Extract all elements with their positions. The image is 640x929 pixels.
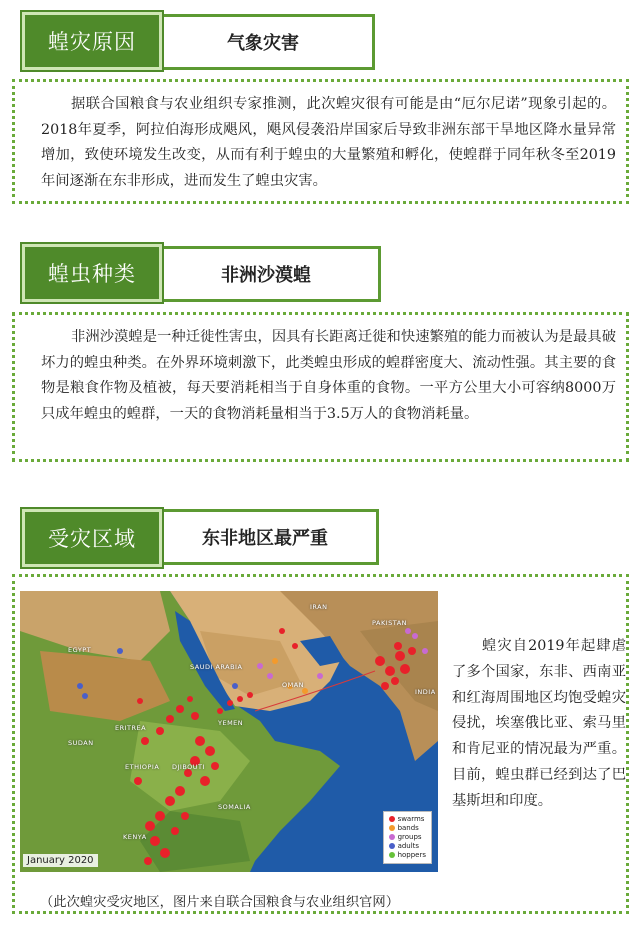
map-label: IRAN <box>310 603 328 611</box>
legend-swatch <box>389 852 395 858</box>
legend-swatch <box>389 825 395 831</box>
paragraph: 据联合国粮食与农业组织专家推测，此次蝗灾很有可能是由“厄尔尼诺”现象引起的。2018年夏季，阿拉伯海形成飓风，飓风侵袭沿岸国家后导致非洲东部干旱地区降水量异常增加，致使环境发生改变，从而有利于蝗虫的大量繁殖和孵化，使蝗群于同年秋冬至2019年间逐渐在东非形成，进而发生了蝗虫灾害。 <box>41 96 616 189</box>
map-legend <box>383 811 432 864</box>
map-label: ERITREA <box>115 724 147 732</box>
section-label: 蝗虫种类 <box>22 244 162 302</box>
legend-swatch <box>389 834 395 840</box>
legend-item: swarms <box>389 815 426 824</box>
map-label: DJIBOUTI <box>172 763 205 771</box>
legend-item: bands <box>389 824 426 833</box>
paragraph: 非洲沙漠蝗是一种迁徙性害虫，因具有长距离迁徙和快速繁殖的能力而被认为是最具破坏力的蝗虫种类。在外界环境刺激下，此类蝗虫形成的蝗群密度大、流动性强。其主要的食物是粮食作物及植被，每天要消耗相当于自身体重的食物。一平方公里大小可容纳8000万只成年蝗虫的蝗群，一天的食物消耗量相当于3.5万人的食物消耗量。 <box>41 329 616 422</box>
section-title: 东非地区最严重 <box>154 509 379 565</box>
map-label: OMAN <box>282 681 305 689</box>
side-paragraph: 蝗灾自2019年起肆虐了多个国家，东非、西南亚和红海周围地区均饱受蝗灾侵扰，埃塞俄比亚、索马里和肯尼亚的情况最为严重。目前，蝗虫群已经到达了巴基斯坦和印度。 <box>452 638 626 809</box>
map-label: SAUDI ARABIA <box>190 663 243 671</box>
section-label: 蝗灾原因 <box>22 12 162 70</box>
map-caption: （此次蝗灾受灾地区，图片来自联合国粮食与农业组织官网） <box>40 895 400 910</box>
legend-swatch <box>389 843 395 849</box>
map-label: PAKISTAN <box>372 619 408 627</box>
map-label: INDIA <box>415 688 436 696</box>
map-label: SUDAN <box>68 739 94 747</box>
map-label: SOMALIA <box>218 803 251 811</box>
map-label: KENYA <box>123 833 147 841</box>
map-label: ETHIOPIA <box>125 763 160 771</box>
legend-item: adults <box>389 842 426 851</box>
map-label: EGYPT <box>68 646 92 654</box>
locust-map <box>20 591 438 872</box>
map-label: YEMEN <box>218 719 244 727</box>
section-label: 受灾区域 <box>22 509 162 567</box>
content-box <box>12 312 629 462</box>
legend-item: hoppers <box>389 851 426 860</box>
legend-item: groups <box>389 833 426 842</box>
legend-swatch <box>389 816 395 822</box>
section-title: 气象灾害 <box>154 14 375 70</box>
map-graphic <box>20 591 438 872</box>
section-title: 非洲沙漠蝗 <box>154 246 381 302</box>
content-box <box>12 79 629 204</box>
map-date: January 2020 <box>23 854 98 867</box>
